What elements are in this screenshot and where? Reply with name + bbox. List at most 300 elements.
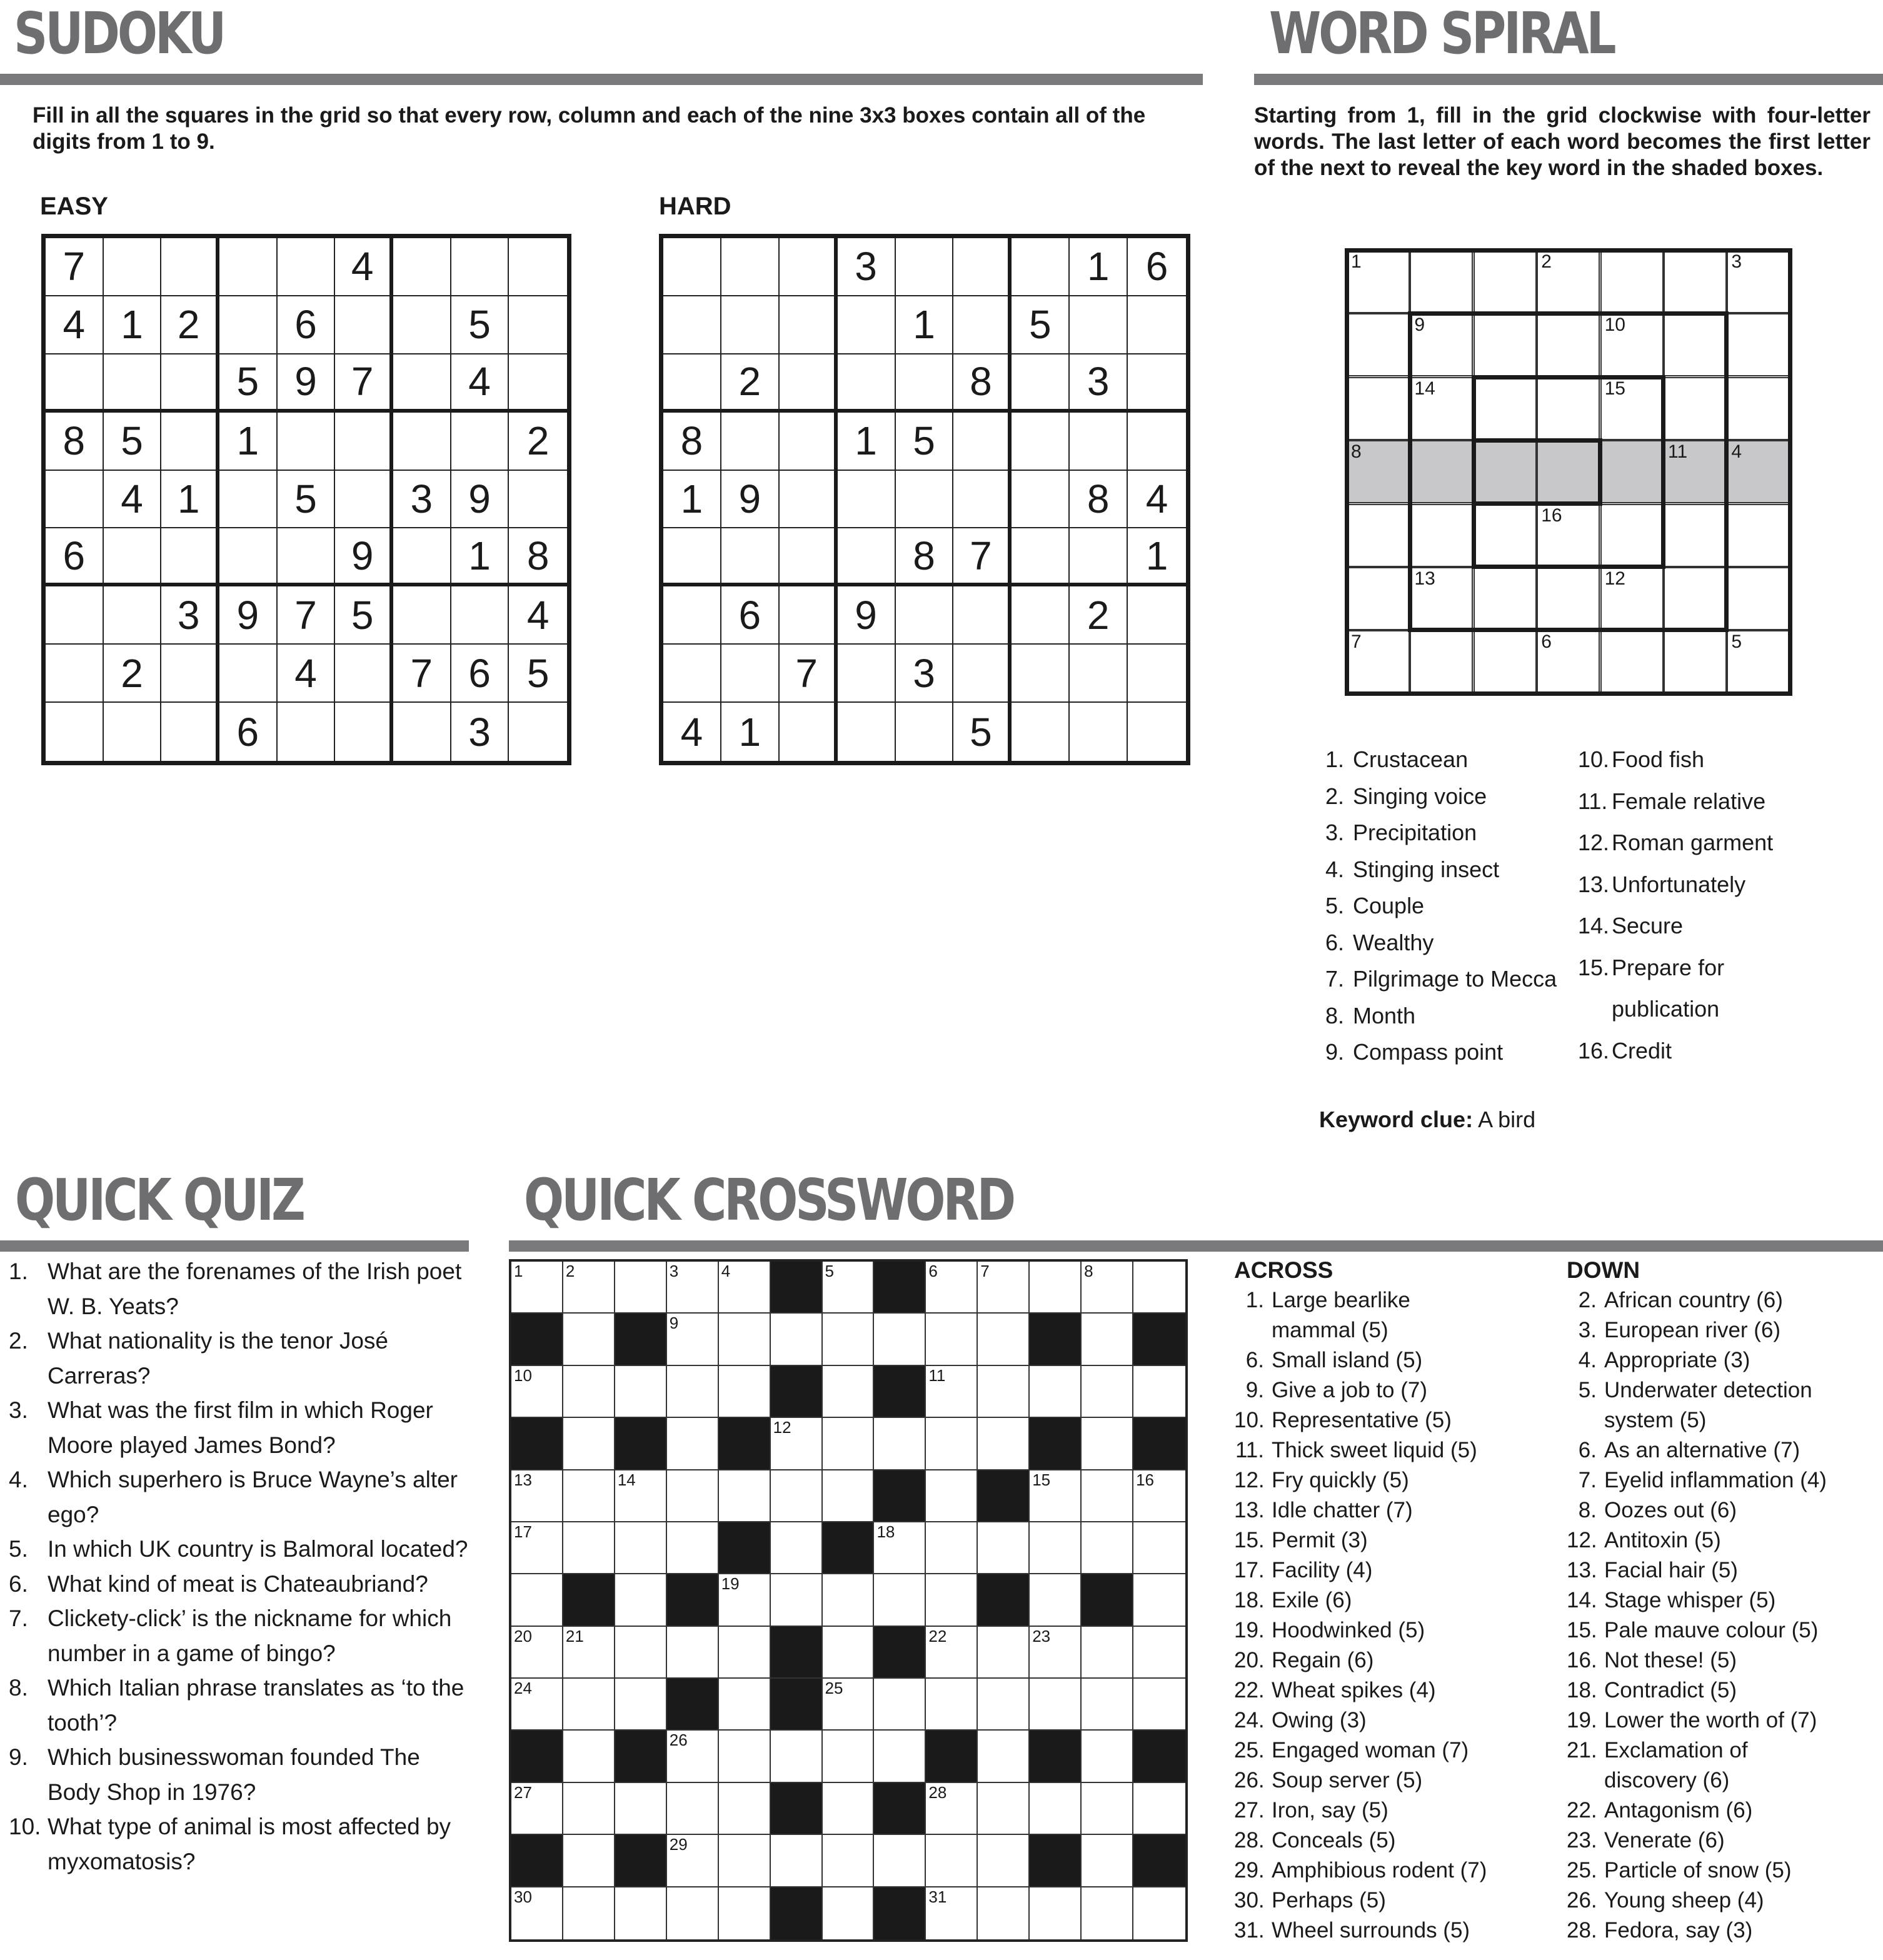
sudoku-cell[interactable]: 5 <box>451 296 510 354</box>
crossword-cell[interactable] <box>1133 1470 1185 1522</box>
crossword-cell[interactable] <box>823 1366 875 1418</box>
spiral-cell[interactable]: 1 <box>1347 250 1410 313</box>
sudoku-cell[interactable] <box>161 354 219 413</box>
crossword-cell[interactable] <box>719 1574 771 1626</box>
crossword-cell[interactable] <box>511 1470 563 1522</box>
sudoku-cell[interactable]: 1 <box>1128 528 1186 586</box>
sudoku-cell[interactable] <box>509 354 567 413</box>
crossword-cell[interactable] <box>511 1366 563 1418</box>
crossword-cell[interactable] <box>719 1627 771 1679</box>
spiral-cell-shaded[interactable]: 4 <box>1727 440 1790 503</box>
crossword-cell[interactable] <box>1082 1887 1133 1939</box>
crossword-cell[interactable] <box>667 1470 719 1522</box>
crossword-cell[interactable] <box>823 1679 875 1731</box>
crossword-cell[interactable] <box>1082 1731 1133 1782</box>
crossword-cell[interactable] <box>978 1314 1030 1365</box>
sudoku-cell[interactable] <box>393 296 451 354</box>
sudoku-cell[interactable]: 3 <box>1070 354 1128 413</box>
sudoku-cell[interactable] <box>663 528 721 586</box>
sudoku-cell[interactable] <box>335 703 393 761</box>
sudoku-cell[interactable] <box>1012 238 1070 296</box>
crossword-cell[interactable] <box>874 1418 926 1470</box>
crossword-cell[interactable] <box>563 1366 615 1418</box>
sudoku-cell[interactable]: 1 <box>161 471 219 529</box>
spiral-cell[interactable] <box>1474 377 1537 440</box>
sudoku-cell[interactable]: 7 <box>335 354 393 413</box>
sudoku-cell[interactable]: 3 <box>451 703 510 761</box>
crossword-cell[interactable] <box>771 1731 823 1782</box>
sudoku-cell[interactable] <box>46 703 104 761</box>
sudoku-cell[interactable] <box>663 586 721 645</box>
spiral-cell[interactable] <box>1727 504 1790 567</box>
sudoku-cell[interactable] <box>1128 413 1186 471</box>
sudoku-cell[interactable]: 9 <box>219 586 278 645</box>
sudoku-cell[interactable] <box>278 238 336 296</box>
crossword-cell[interactable] <box>874 1679 926 1731</box>
sudoku-cell[interactable]: 2 <box>509 413 567 471</box>
spiral-cell[interactable]: 3 <box>1727 250 1790 313</box>
spiral-cell[interactable] <box>1727 567 1790 630</box>
crossword-cell[interactable] <box>823 1783 875 1835</box>
sudoku-cell[interactable] <box>663 645 721 703</box>
sudoku-cell[interactable] <box>451 413 510 471</box>
crossword-cell[interactable] <box>667 1418 719 1470</box>
spiral-cell[interactable] <box>1347 504 1410 567</box>
crossword-cell[interactable] <box>926 1314 978 1365</box>
crossword-cell[interactable] <box>667 1887 719 1939</box>
crossword-cell[interactable] <box>874 1835 926 1887</box>
sudoku-cell[interactable]: 5 <box>335 586 393 645</box>
crossword-cell[interactable] <box>667 1835 719 1887</box>
spiral-cell[interactable] <box>1474 313 1537 376</box>
sudoku-cell[interactable]: 3 <box>161 586 219 645</box>
sudoku-cell[interactable] <box>780 471 838 529</box>
sudoku-cell[interactable] <box>46 354 104 413</box>
crossword-cell[interactable] <box>1030 1679 1082 1731</box>
sudoku-cell[interactable]: 5 <box>219 354 278 413</box>
sudoku-cell[interactable]: 2 <box>161 296 219 354</box>
crossword-cell[interactable] <box>615 1522 667 1574</box>
crossword-cell[interactable] <box>1133 1574 1185 1626</box>
spiral-cell[interactable] <box>1727 313 1790 376</box>
spiral-cell[interactable]: 6 <box>1537 630 1600 693</box>
sudoku-cell[interactable]: 8 <box>46 413 104 471</box>
spiral-cell[interactable]: 13 <box>1410 567 1473 630</box>
crossword-cell[interactable] <box>563 1835 615 1887</box>
spiral-cell-shaded[interactable]: 11 <box>1664 440 1727 503</box>
sudoku-cell[interactable] <box>46 586 104 645</box>
sudoku-cell[interactable] <box>1012 703 1070 761</box>
crossword-cell[interactable] <box>926 1835 978 1887</box>
sudoku-cell[interactable] <box>219 528 278 586</box>
sudoku-cell[interactable]: 9 <box>451 471 510 529</box>
spiral-cell-shaded[interactable] <box>1600 440 1664 503</box>
spiral-cell-shaded[interactable] <box>1474 440 1537 503</box>
crossword-cell[interactable] <box>978 1522 1030 1574</box>
crossword-cell[interactable] <box>1133 1627 1185 1679</box>
crossword-cell[interactable] <box>667 1627 719 1679</box>
sudoku-cell[interactable] <box>104 528 162 586</box>
spiral-cell[interactable] <box>1537 377 1600 440</box>
spiral-cell[interactable]: 16 <box>1537 504 1600 567</box>
sudoku-cell[interactable] <box>953 471 1012 529</box>
sudoku-cell[interactable] <box>721 238 780 296</box>
crossword-cell[interactable] <box>1030 1366 1082 1418</box>
spiral-cell[interactable] <box>1410 250 1473 313</box>
crossword-cell[interactable] <box>563 1731 615 1782</box>
sudoku-cell[interactable]: 7 <box>46 238 104 296</box>
sudoku-cell[interactable]: 1 <box>104 296 162 354</box>
crossword-cell[interactable] <box>926 1262 978 1314</box>
sudoku-cell[interactable] <box>161 703 219 761</box>
spiral-cell[interactable]: 5 <box>1727 630 1790 693</box>
spiral-cell[interactable] <box>1347 313 1410 376</box>
crossword-cell[interactable] <box>563 1522 615 1574</box>
sudoku-cell[interactable]: 8 <box>896 528 954 586</box>
sudoku-cell[interactable] <box>393 586 451 645</box>
sudoku-cell[interactable] <box>104 238 162 296</box>
crossword-cell[interactable] <box>823 1835 875 1887</box>
sudoku-cell[interactable] <box>780 528 838 586</box>
crossword-cell[interactable] <box>926 1470 978 1522</box>
spiral-cell[interactable]: 10 <box>1600 313 1664 376</box>
spiral-cell[interactable] <box>1474 630 1537 693</box>
crossword-cell[interactable] <box>667 1783 719 1835</box>
crossword-cell[interactable] <box>1030 1522 1082 1574</box>
sudoku-cell[interactable]: 4 <box>451 354 510 413</box>
crossword-cell[interactable] <box>719 1262 771 1314</box>
sudoku-cell[interactable] <box>780 296 838 354</box>
sudoku-cell[interactable]: 1 <box>663 471 721 529</box>
crossword-cell[interactable] <box>1030 1574 1082 1626</box>
spiral-cell-shaded[interactable] <box>1537 440 1600 503</box>
spiral-cell[interactable] <box>1410 504 1473 567</box>
sudoku-cell[interactable]: 7 <box>953 528 1012 586</box>
sudoku-cell[interactable]: 9 <box>838 586 896 645</box>
sudoku-cell[interactable] <box>161 238 219 296</box>
crossword-cell[interactable] <box>926 1783 978 1835</box>
spiral-cell[interactable]: 15 <box>1600 377 1664 440</box>
sudoku-cell[interactable] <box>1128 703 1186 761</box>
sudoku-cell[interactable] <box>721 296 780 354</box>
spiral-cell[interactable] <box>1727 377 1790 440</box>
crossword-cell[interactable] <box>563 1470 615 1522</box>
crossword-cell[interactable] <box>1082 1418 1133 1470</box>
sudoku-cell[interactable] <box>838 645 896 703</box>
spiral-cell[interactable] <box>1600 504 1664 567</box>
crossword-cell[interactable] <box>771 1835 823 1887</box>
sudoku-cell[interactable] <box>509 296 567 354</box>
crossword-cell[interactable] <box>978 1366 1030 1418</box>
crossword-cell[interactable] <box>874 1522 926 1574</box>
sudoku-cell[interactable]: 6 <box>1128 238 1186 296</box>
crossword-cell[interactable] <box>823 1262 875 1314</box>
spiral-cell[interactable] <box>1664 250 1727 313</box>
crossword-cell[interactable] <box>926 1679 978 1731</box>
sudoku-cell[interactable]: 4 <box>278 645 336 703</box>
sudoku-cell[interactable]: 1 <box>838 413 896 471</box>
crossword-cell[interactable] <box>1030 1783 1082 1835</box>
sudoku-cell[interactable]: 6 <box>721 586 780 645</box>
crossword-cell[interactable] <box>719 1470 771 1522</box>
spiral-cell[interactable] <box>1474 504 1537 567</box>
sudoku-cell[interactable]: 8 <box>1070 471 1128 529</box>
sudoku-cell[interactable]: 4 <box>46 296 104 354</box>
spiral-cell[interactable] <box>1537 313 1600 376</box>
crossword-cell[interactable] <box>511 1679 563 1731</box>
crossword-cell[interactable] <box>615 1627 667 1679</box>
crossword-cell[interactable] <box>771 1418 823 1470</box>
sudoku-cell[interactable]: 3 <box>838 238 896 296</box>
sudoku-cell[interactable] <box>509 238 567 296</box>
sudoku-cell[interactable] <box>104 586 162 645</box>
sudoku-cell[interactable] <box>1128 645 1186 703</box>
sudoku-cell[interactable] <box>896 471 954 529</box>
sudoku-cell[interactable]: 2 <box>1070 586 1128 645</box>
crossword-cell[interactable] <box>978 1835 1030 1887</box>
crossword-cell[interactable] <box>771 1470 823 1522</box>
crossword-cell[interactable] <box>1082 1627 1133 1679</box>
sudoku-cell[interactable]: 3 <box>393 471 451 529</box>
crossword-cell[interactable] <box>874 1731 926 1782</box>
spiral-cell[interactable] <box>1664 567 1727 630</box>
crossword-cell[interactable] <box>1133 1522 1185 1574</box>
crossword-cell[interactable] <box>615 1783 667 1835</box>
spiral-cell[interactable]: 7 <box>1347 630 1410 693</box>
sudoku-cell[interactable] <box>104 354 162 413</box>
sudoku-cell[interactable] <box>1128 354 1186 413</box>
crossword-cell[interactable] <box>511 1887 563 1939</box>
sudoku-cell[interactable] <box>1012 528 1070 586</box>
sudoku-cell[interactable] <box>1070 413 1128 471</box>
crossword-cell[interactable] <box>926 1522 978 1574</box>
crossword-cell[interactable] <box>926 1887 978 1939</box>
sudoku-cell[interactable] <box>721 413 780 471</box>
sudoku-cell[interactable]: 5 <box>1012 296 1070 354</box>
crossword-cell[interactable] <box>1030 1887 1082 1939</box>
sudoku-cell[interactable] <box>896 354 954 413</box>
crossword-cell[interactable] <box>719 1366 771 1418</box>
sudoku-cell[interactable]: 3 <box>896 645 954 703</box>
sudoku-cell[interactable]: 8 <box>663 413 721 471</box>
sudoku-cell[interactable] <box>161 413 219 471</box>
crossword-cell[interactable] <box>1082 1783 1133 1835</box>
sudoku-cell[interactable] <box>451 238 510 296</box>
sudoku-cell[interactable] <box>1012 645 1070 703</box>
crossword-cell[interactable] <box>667 1522 719 1574</box>
crossword-cell[interactable] <box>1082 1835 1133 1887</box>
spiral-cell[interactable] <box>1537 567 1600 630</box>
sudoku-cell[interactable] <box>1012 586 1070 645</box>
spiral-cell[interactable]: 12 <box>1600 567 1664 630</box>
sudoku-cell[interactable] <box>953 238 1012 296</box>
sudoku-cell[interactable] <box>219 296 278 354</box>
sudoku-cell[interactable] <box>953 413 1012 471</box>
crossword-cell[interactable] <box>719 1679 771 1731</box>
sudoku-cell[interactable] <box>393 238 451 296</box>
sudoku-cell[interactable] <box>219 238 278 296</box>
spiral-cell[interactable] <box>1474 567 1537 630</box>
crossword-cell[interactable] <box>771 1314 823 1365</box>
sudoku-cell[interactable] <box>838 471 896 529</box>
sudoku-cell[interactable] <box>663 238 721 296</box>
crossword-cell[interactable] <box>719 1835 771 1887</box>
crossword-cell[interactable] <box>926 1418 978 1470</box>
crossword-cell[interactable] <box>563 1887 615 1939</box>
sudoku-cell[interactable] <box>393 703 451 761</box>
crossword-cell[interactable] <box>1133 1366 1185 1418</box>
crossword-cell[interactable] <box>667 1314 719 1365</box>
spiral-cell[interactable] <box>1600 630 1664 693</box>
sudoku-cell[interactable]: 5 <box>278 471 336 529</box>
sudoku-cell[interactable] <box>838 354 896 413</box>
sudoku-cell[interactable] <box>104 703 162 761</box>
spiral-cell[interactable] <box>1600 250 1664 313</box>
crossword-cell[interactable] <box>823 1574 875 1626</box>
spiral-cell[interactable]: 2 <box>1537 250 1600 313</box>
sudoku-cell[interactable] <box>953 586 1012 645</box>
crossword-cell[interactable] <box>926 1574 978 1626</box>
crossword-cell[interactable] <box>563 1783 615 1835</box>
spiral-cell[interactable] <box>1664 377 1727 440</box>
sudoku-cell[interactable] <box>393 528 451 586</box>
crossword-cell[interactable] <box>978 1679 1030 1731</box>
crossword-cell[interactable] <box>1133 1679 1185 1731</box>
crossword-cell[interactable] <box>511 1262 563 1314</box>
crossword-cell[interactable] <box>1133 1887 1185 1939</box>
sudoku-cell[interactable] <box>335 296 393 354</box>
sudoku-cell[interactable]: 4 <box>509 586 567 645</box>
sudoku-cell[interactable]: 5 <box>104 413 162 471</box>
sudoku-cell[interactable] <box>393 413 451 471</box>
spiral-cell[interactable] <box>1664 313 1727 376</box>
sudoku-cell[interactable]: 8 <box>953 354 1012 413</box>
sudoku-cell[interactable] <box>721 528 780 586</box>
crossword-cell[interactable] <box>615 1262 667 1314</box>
crossword-cell[interactable] <box>926 1366 978 1418</box>
crossword-cell[interactable] <box>1030 1262 1082 1314</box>
sudoku-cell[interactable]: 4 <box>1128 471 1186 529</box>
sudoku-cell[interactable]: 7 <box>393 645 451 703</box>
spiral-cell[interactable] <box>1410 630 1473 693</box>
sudoku-cell[interactable]: 4 <box>335 238 393 296</box>
crossword-cell[interactable] <box>978 1627 1030 1679</box>
sudoku-cell[interactable] <box>896 586 954 645</box>
sudoku-cell[interactable] <box>838 296 896 354</box>
crossword-cell[interactable] <box>978 1262 1030 1314</box>
crossword-cell[interactable] <box>823 1887 875 1939</box>
crossword-cell[interactable] <box>1082 1470 1133 1522</box>
sudoku-cell[interactable] <box>1070 528 1128 586</box>
sudoku-cell[interactable] <box>278 413 336 471</box>
spiral-cell-shaded[interactable] <box>1410 440 1473 503</box>
crossword-cell[interactable] <box>667 1731 719 1782</box>
sudoku-cell[interactable] <box>838 528 896 586</box>
crossword-cell[interactable] <box>1030 1627 1082 1679</box>
sudoku-cell[interactable] <box>663 354 721 413</box>
sudoku-cell[interactable] <box>46 471 104 529</box>
crossword-cell[interactable] <box>563 1418 615 1470</box>
crossword-cell[interactable] <box>615 1679 667 1731</box>
sudoku-cell[interactable] <box>1012 413 1070 471</box>
sudoku-cell[interactable] <box>1128 296 1186 354</box>
sudoku-cell[interactable] <box>46 645 104 703</box>
crossword-cell[interactable] <box>978 1731 1030 1782</box>
crossword-cell[interactable] <box>1082 1679 1133 1731</box>
sudoku-cell[interactable] <box>509 471 567 529</box>
sudoku-cell[interactable]: 6 <box>219 703 278 761</box>
sudoku-cell[interactable] <box>663 296 721 354</box>
crossword-cell[interactable] <box>1082 1522 1133 1574</box>
sudoku-cell[interactable] <box>780 354 838 413</box>
sudoku-cell[interactable]: 9 <box>721 471 780 529</box>
sudoku-cell[interactable] <box>780 586 838 645</box>
sudoku-cell[interactable] <box>780 703 838 761</box>
crossword-cell[interactable] <box>874 1574 926 1626</box>
crossword-cell[interactable] <box>667 1262 719 1314</box>
crossword-cell[interactable] <box>823 1470 875 1522</box>
crossword-cell[interactable] <box>615 1887 667 1939</box>
sudoku-cell[interactable] <box>896 238 954 296</box>
spiral-cell[interactable] <box>1664 504 1727 567</box>
sudoku-cell[interactable]: 9 <box>335 528 393 586</box>
crossword-cell[interactable] <box>511 1627 563 1679</box>
crossword-cell[interactable] <box>771 1574 823 1626</box>
crossword-cell[interactable] <box>978 1783 1030 1835</box>
crossword-cell[interactable] <box>1082 1366 1133 1418</box>
sudoku-cell[interactable] <box>278 528 336 586</box>
sudoku-cell[interactable]: 1 <box>451 528 510 586</box>
sudoku-cell[interactable]: 6 <box>278 296 336 354</box>
sudoku-cell[interactable] <box>838 703 896 761</box>
crossword-cell[interactable] <box>719 1783 771 1835</box>
spiral-cell[interactable] <box>1664 630 1727 693</box>
crossword-cell[interactable] <box>511 1574 563 1626</box>
sudoku-cell[interactable]: 2 <box>721 354 780 413</box>
crossword-cell[interactable] <box>719 1887 771 1939</box>
crossword-cell[interactable] <box>563 1262 615 1314</box>
spiral-cell[interactable] <box>1474 250 1537 313</box>
sudoku-cell[interactable] <box>780 413 838 471</box>
sudoku-cell[interactable] <box>953 296 1012 354</box>
sudoku-cell[interactable] <box>953 645 1012 703</box>
sudoku-cell[interactable] <box>1070 296 1128 354</box>
crossword-cell[interactable] <box>978 1418 1030 1470</box>
sudoku-cell[interactable]: 4 <box>663 703 721 761</box>
spiral-cell[interactable] <box>1347 567 1410 630</box>
crossword-cell[interactable] <box>823 1314 875 1365</box>
crossword-cell[interactable] <box>771 1522 823 1574</box>
sudoku-cell[interactable] <box>1012 471 1070 529</box>
crossword-cell[interactable] <box>615 1574 667 1626</box>
sudoku-cell[interactable] <box>509 703 567 761</box>
spiral-cell[interactable] <box>1347 377 1410 440</box>
crossword-cell[interactable] <box>1133 1262 1185 1314</box>
sudoku-cell[interactable] <box>219 471 278 529</box>
sudoku-cell[interactable]: 7 <box>278 586 336 645</box>
crossword-cell[interactable] <box>978 1887 1030 1939</box>
sudoku-cell[interactable]: 4 <box>104 471 162 529</box>
sudoku-cell[interactable]: 1 <box>219 413 278 471</box>
sudoku-cell[interactable]: 1 <box>896 296 954 354</box>
sudoku-cell[interactable]: 5 <box>509 645 567 703</box>
crossword-cell[interactable] <box>1030 1470 1082 1522</box>
crossword-cell[interactable] <box>511 1783 563 1835</box>
spiral-cell[interactable]: 9 <box>1410 313 1473 376</box>
sudoku-cell[interactable] <box>335 471 393 529</box>
sudoku-cell[interactable]: 5 <box>896 413 954 471</box>
sudoku-cell[interactable]: 6 <box>46 528 104 586</box>
